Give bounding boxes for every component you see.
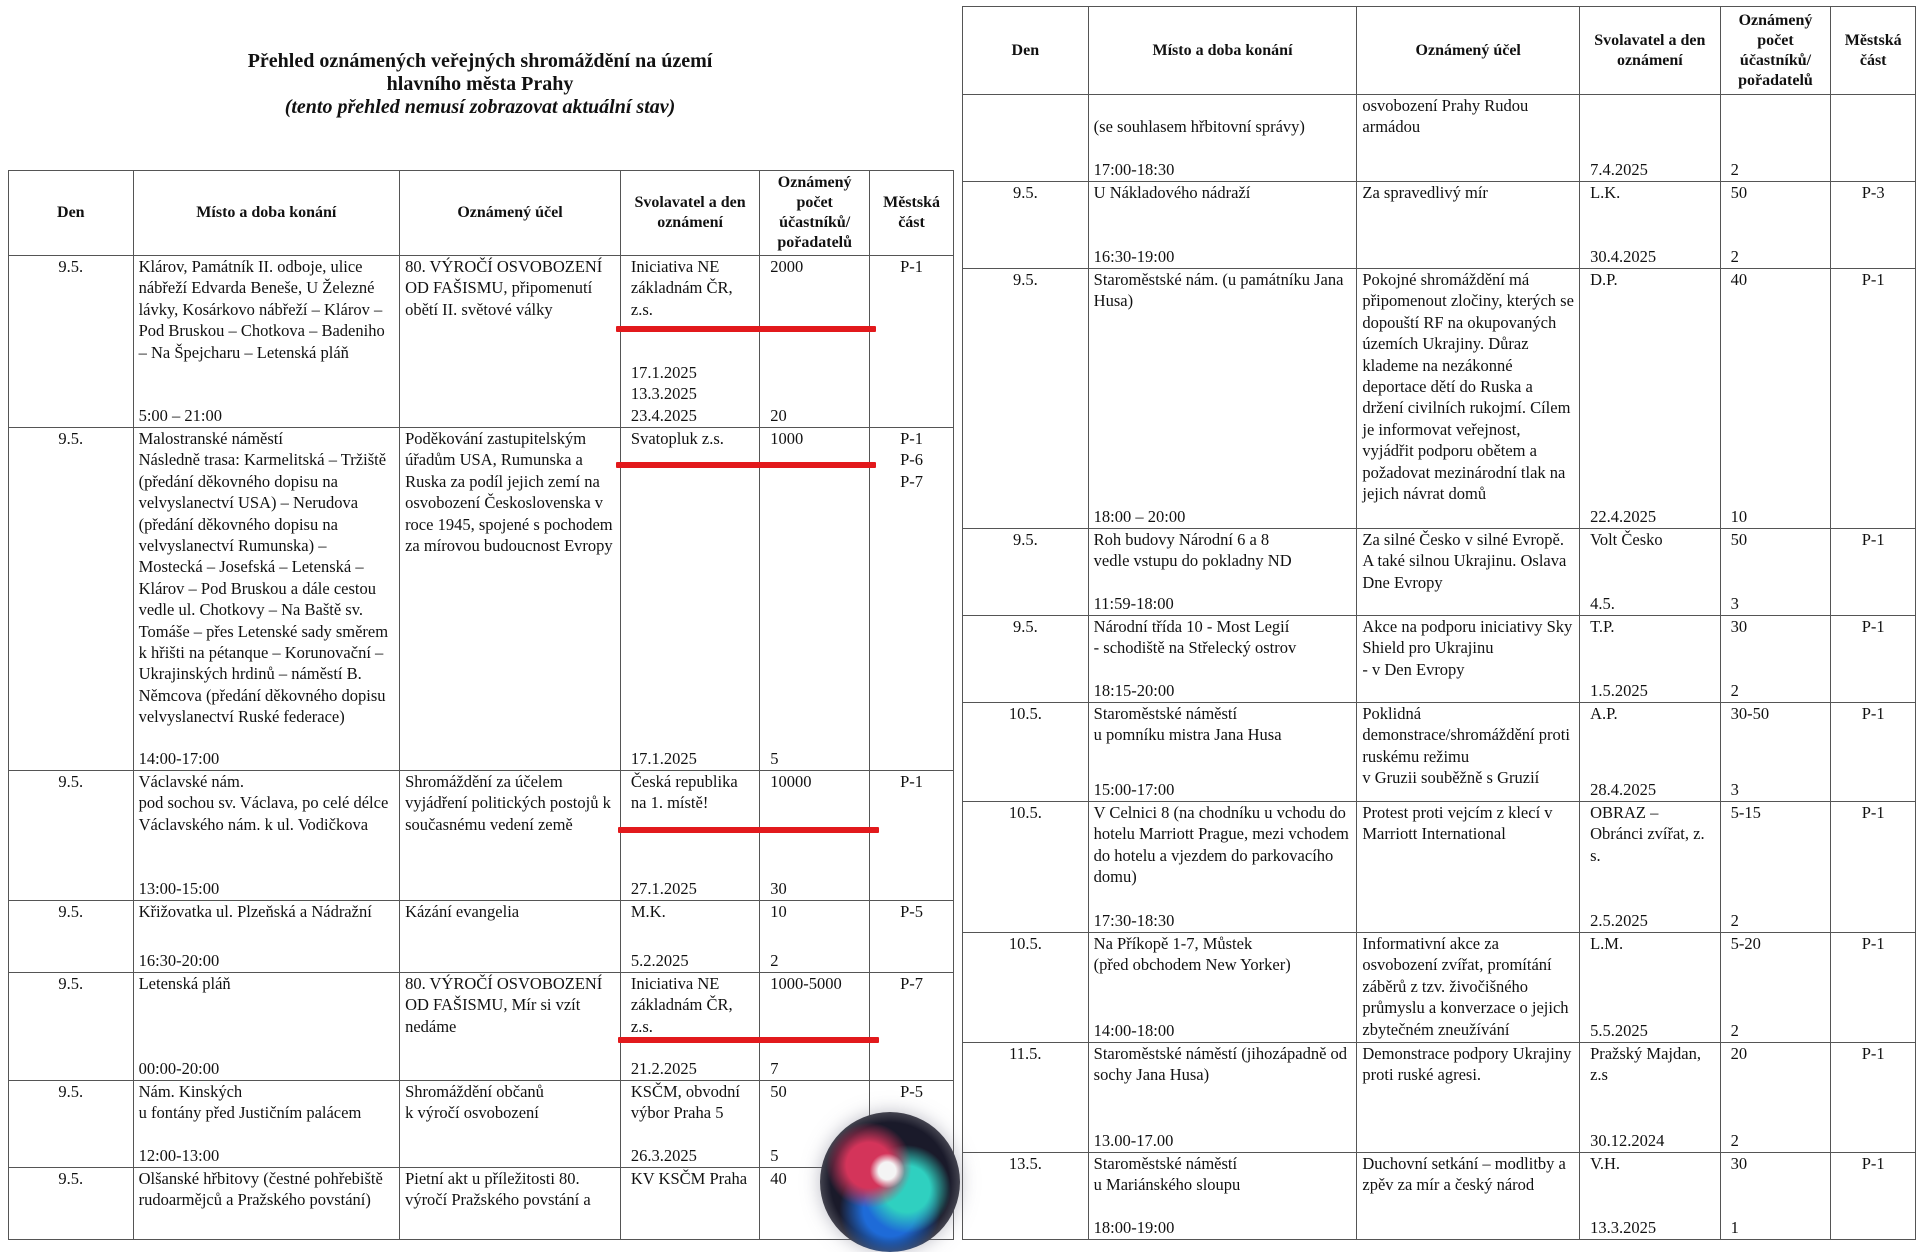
district-cell [870,428,954,771]
purpose-cell [1357,703,1580,802]
day-text: 10.5. [1008,934,1042,953]
purpose-cell [1357,269,1580,529]
day-cell [963,802,1089,933]
participant-count: 10 [770,902,787,921]
assistant-orb-icon[interactable] [820,1112,960,1252]
district-text: P-1 [900,772,923,791]
purpose-text: Za spravedlivý mír [1362,183,1488,202]
purpose-text: Pokojné shromáždění má připomenout zločiny, kterých se dopouští RF na okupovaných územích Ukrajiny. Důraz klademe na nezákonné deportace dětí do Ruska a držení civilních rukojmí. Cílem je informovat veřejnost, vyjádřit podporu obětem a požadovat mezinárodní tlak na jejich návrat domů [1362,270,1574,504]
organizer-text: L.M. [1590,934,1624,953]
purpose-text: osvobození Prahy Rudou armádou [1362,96,1529,137]
place-text: Staroměstské nám. (u památníku Jana Husa) [1093,270,1344,311]
table-row [9,1168,954,1240]
place-text: Staroměstské náměstí u Mariánského sloupu [1093,1154,1241,1195]
time-text: 5:00 – 21:00 [138,405,223,425]
district-text: P-3 [1861,183,1885,202]
place-text: Malostranské náměstí Následně trasa: Karmelitská – Tržiště (předání děkovného dopisu na velvyslanectví USA) – Nerudova (předání děkovného dopisu na velvyslanectví Rumunska) – Mostecká – Josefská – Letenská – Klárov – Pod Bruskou a dále cestou vedle ul. Chotkovy – Na Baště sv. Tomáše – přes Letenské sady směrem k hřišti na pétanque – Korunovační – Ukrajinských hrdinů – náměstí B. Němcova (předání děkovného dopisu velvyslanectví Ruské federace) [138,429,389,727]
purpose-text: Protest proti vejcím z klecí v Marriott International [1362,803,1553,844]
day-text: 9.5. [1012,617,1038,636]
table-row [963,703,1916,802]
table-row [963,269,1916,529]
count-cell [760,428,870,771]
organizer-text: Volt Česko [1590,530,1663,549]
organizer-cell [620,256,759,428]
place-cell [1088,1043,1357,1153]
organizer-text: OBRAZ – Obránci zvířat, z. s. [1590,803,1705,865]
organizer-text: KSČM, obvodní výbor Praha 5 [630,1082,740,1123]
day-text: 9.5. [58,902,84,921]
count-cell [760,256,870,428]
organizer-count: 5 [770,748,779,768]
district-cell [1831,269,1916,529]
district-text: P-5 [900,902,923,921]
time-text: 17:00-18:30 [1093,159,1175,179]
district-cell [1831,182,1916,269]
place-cell [1088,529,1357,616]
district-cell [870,901,954,973]
day-cell [963,182,1089,269]
organizer-cell [1580,616,1721,703]
right-schedule-table [962,6,1916,1240]
count-cell [1720,1153,1831,1240]
announcement-dates: 5.5.2025 [1590,1020,1648,1040]
red-underline-mark [618,827,879,833]
table-row [963,529,1916,616]
purpose-cell [400,771,621,901]
organizer-count: 2 [770,950,779,970]
day-cell [963,703,1089,802]
announcement-dates: 13.3.2025 [1590,1217,1657,1237]
organizer-count: 5 [770,1145,779,1165]
red-underline-mark [618,1037,879,1043]
day-text: 9.5. [58,257,84,276]
count-cell [760,901,870,973]
participant-count: 50 [770,1082,787,1101]
count-cell [760,973,870,1081]
participant-count: 5-20 [1730,934,1761,953]
time-text: 18:15-20:00 [1093,680,1175,700]
purpose-cell [1357,933,1580,1043]
organizer-cell [1580,802,1721,933]
participant-count: 5-15 [1730,803,1761,822]
place-cell [1088,933,1357,1043]
participant-count: 1000-5000 [770,974,842,993]
day-text: 13.5. [1008,1154,1042,1173]
participant-count: 50 [1730,530,1748,549]
purpose-text: 80. VÝROČÍ OSVOBOZENÍ OD FAŠISMU, Mír si vzít nedáme [405,974,603,1036]
day-cell [9,1168,134,1240]
place-text: Staroměstské náměstí (jihozápadně od sochy Jana Husa) [1093,1044,1348,1085]
announcement-dates: 30.4.2025 [1590,246,1657,266]
announcement-dates: 5.2.2025 [630,950,689,970]
table-row [9,901,954,973]
district-cell [870,771,954,901]
col-header-day: Den [963,7,1089,95]
col-header-part: Městská část [870,171,954,256]
district-cell [1831,933,1916,1043]
place-cell [1088,703,1357,802]
purpose-text: Poklidná demonstrace/shromáždění proti ruskému režimu v Gruzii souběžně s Gruzií [1362,704,1570,788]
document-title-line-1: Přehled oznámených veřejných shromáždění na území [247,50,713,72]
purpose-text: Shromáždění za účelem vyjádření politických postojů k současnému vedení země [405,772,611,834]
purpose-text: Shromáždění občanů k výročí osvobození [405,1082,544,1123]
col-header-part: Městská část [1831,7,1916,95]
purpose-cell [400,901,621,973]
place-cell [133,1081,399,1168]
place-cell [133,428,399,771]
day-text: 9.5. [58,429,84,448]
document-title-line-2: hlavního města Prahy [386,73,574,95]
day-text: 9.5. [1012,530,1038,549]
day-text: 9.5. [58,1082,84,1101]
organizer-count: 30 [770,878,787,898]
announcement-dates: 17.1.2025 [630,748,697,768]
table-row [963,933,1916,1043]
district-cell [1831,95,1916,182]
district-text: P-1 [1861,1154,1885,1173]
day-cell [963,1043,1089,1153]
time-text: 00:00-20:00 [138,1058,220,1078]
place-text: U Nákladového nádraží [1093,183,1251,202]
time-text: 16:30-19:00 [1093,246,1175,266]
district-text: P-1 P-6 P-7 [900,429,923,491]
district-text: P-5 [900,1082,923,1101]
organizer-text: A.P. [1590,704,1618,723]
organizer-count: 2 [1730,1020,1739,1040]
place-text: Na Příkopě 1-7, Můstek (před obchodem New Yorker) [1093,934,1291,975]
place-text: Křižovatka ul. Plzeňská a Nádražní [138,902,372,921]
organizer-text: Iniciativa NE základnám ČR, z.s. [630,974,733,1036]
table-row [9,1081,954,1168]
participant-count: 20 [1730,1044,1748,1063]
table-row [9,771,954,901]
table-row [963,616,1916,703]
organizer-cell [1580,269,1721,529]
table-row [963,95,1916,182]
organizer-text: KV KSČM Praha [630,1169,748,1188]
day-text: 9.5. [58,772,84,791]
announcement-dates: 17.1.2025 13.3.2025 23.4.2025 [630,362,697,425]
time-text: 17:30-18:30 [1093,910,1175,930]
place-text: Olšanské hřbitovy (čestné pohřebiště rudoarmějců a Pražského povstání) [138,1169,383,1210]
place-text: V Celnici 8 (na chodníku u vchodu do hotelu Marriott Prague, mezi vchodem do hotelu a vjezdem do parkovacího domu) [1093,803,1349,887]
day-cell [963,616,1089,703]
organizer-cell [620,1081,759,1168]
place-text: Nám. Kinských u fontány před Justičním palácem [138,1082,362,1123]
place-text: Václavské nám. pod sochou sv. Václava, po celé délce Václavského nám. k ul. Vodičkova [138,772,389,834]
organizer-text: V.H. [1590,1154,1621,1173]
organizer-count: 2 [1730,910,1739,930]
purpose-cell [1357,182,1580,269]
purpose-cell [1357,1153,1580,1240]
table-row [963,1043,1916,1153]
place-cell [1088,1153,1357,1240]
count-cell [1720,703,1831,802]
organizer-text: T.P. [1590,617,1615,636]
organizer-cell [1580,1043,1721,1153]
participant-count: 1000 [770,429,804,448]
organizer-count: 7 [770,1058,779,1078]
organizer-text: D.P. [1590,270,1618,289]
purpose-text: Kázání evangelia [405,902,520,921]
left-table-body [9,256,954,1240]
place-text: Staroměstské náměstí u pomníku mistra Jana Husa [1093,704,1282,745]
document-subtitle: (tento přehled nemusí zobrazovat aktuální stav) [284,96,676,118]
organizer-count: 20 [770,405,787,425]
organizer-text: M.K. [630,902,666,921]
purpose-cell [400,973,621,1081]
day-cell [963,933,1089,1043]
announcement-dates: 21.2.2025 [630,1058,697,1078]
day-cell [963,95,1089,182]
organizer-count: 3 [1730,779,1739,799]
place-text: Národní třída 10 - Most Legií - schodiště na Střelecký ostrov [1093,617,1297,658]
district-cell [1831,1043,1916,1153]
place-cell [1088,95,1357,182]
purpose-text: 80. VÝROČÍ OSVOBOZENÍ OD FAŠISMU, připomenutí obětí II. světové války [405,257,603,319]
place-cell [1088,182,1357,269]
announcement-dates: 30.12.2024 [1590,1130,1665,1150]
table-row [9,973,954,1081]
place-cell [1088,802,1357,933]
purpose-cell [400,1081,621,1168]
place-text: Roh budovy Národní 6 a 8 vedle vstupu do pokladny ND [1093,530,1292,571]
district-text: P-1 [1861,803,1885,822]
purpose-cell [1357,529,1580,616]
organizer-count: 2 [1730,159,1739,179]
organizer-count: 1 [1730,1217,1739,1237]
day-text: 9.5. [1012,270,1038,289]
place-cell [1088,269,1357,529]
document-header [10,50,950,119]
purpose-cell [1357,95,1580,182]
organizer-cell [1580,933,1721,1043]
organizer-cell [620,973,759,1081]
purpose-cell [1357,616,1580,703]
time-text: 14:00-17:00 [138,748,220,768]
table-row [9,256,954,428]
announcement-dates: 7.4.2025 [1590,159,1648,179]
organizer-cell [620,771,759,901]
count-cell [1720,182,1831,269]
col-header-organizer: Svolavatel a den oznámení [620,171,759,256]
purpose-text: Akce na podporu iniciativy Sky Shield pro Ukrajinu - v Den Evropy [1362,617,1573,679]
organizer-text: L.K. [1590,183,1621,202]
place-cell [1088,616,1357,703]
organizer-text: Pražský Majdan, z.s [1590,1044,1701,1085]
time-text: 13:00-15:00 [138,878,220,898]
day-cell [963,269,1089,529]
place-cell [133,973,399,1081]
time-text: 11:59-18:00 [1093,593,1174,613]
time-text: 15:00-17:00 [1093,779,1175,799]
district-cell [1831,616,1916,703]
day-cell [9,428,134,771]
count-cell [1720,802,1831,933]
purpose-text: Poděkování zastupitelským úřadům USA, Rumunska a Ruska za podíl jejich zemí na osvobození Československa v roce 1945, spojené s pochodem za mírovou budoucnost Evropy [405,429,613,556]
district-cell [1831,1153,1916,1240]
district-text: P-1 [1861,270,1885,289]
time-text: 13.00-17.00 [1093,1130,1174,1150]
day-text: 9.5. [58,974,84,993]
day-cell [9,973,134,1081]
organizer-count: 2 [1730,680,1739,700]
right-table-body [963,95,1916,1240]
count-cell [760,771,870,901]
participant-count: 40 [1730,270,1748,289]
district-text: P-1 [1861,934,1885,953]
announcement-dates: 2.5.2025 [1590,910,1648,930]
organizer-cell [1580,529,1721,616]
place-cell [133,256,399,428]
col-header-count: Oznámený počet účastníků/ pořadatelů [1720,7,1831,95]
red-underline-mark [616,326,876,332]
col-header-organizer: Svolavatel a den oznámení [1580,7,1721,95]
organizer-cell [620,1168,759,1240]
purpose-text: Duchovní setkání – modlitby a zpěv za mír a český národ [1362,1154,1566,1195]
col-header-count: Oznámený počet účastníků/ pořadatelů [760,171,870,256]
purpose-cell [1357,1043,1580,1153]
purpose-cell [400,428,621,771]
day-text: 9.5. [58,1169,84,1188]
district-text: P-1 [1861,1044,1885,1063]
place-cell [133,771,399,901]
organizer-count: 3 [1730,593,1739,613]
participant-count: 50 [1730,183,1748,202]
organizer-cell [1580,703,1721,802]
organizer-text: Iniciativa NE základnám ČR, z.s. [630,257,733,319]
place-cell [133,901,399,973]
district-text: P-7 [900,974,923,993]
announcement-dates: 22.4.2025 [1590,506,1657,526]
time-text: 14:00-18:00 [1093,1020,1175,1040]
time-text: 16:30-20:00 [138,950,220,970]
participant-count: 2000 [770,257,804,276]
table-header-row [963,7,1916,95]
participant-count: 30 [1730,617,1748,636]
district-text: P-1 [900,257,923,276]
day-text: 11.5. [1009,1044,1042,1063]
day-cell [9,256,134,428]
participant-count: 10000 [770,772,812,791]
organizer-cell [1580,182,1721,269]
participant-count: 30-50 [1730,704,1770,723]
organizer-count: 2 [1730,246,1739,266]
organizer-text: Svatopluk z.s. [630,429,724,448]
table-row [963,802,1916,933]
day-cell [9,1081,134,1168]
count-cell [1720,1043,1831,1153]
organizer-text: Česká republika na 1. místě! [630,772,738,813]
red-underline-mark [616,462,876,468]
purpose-text: Demonstrace podpory Ukrajiny proti ruské agresi. [1362,1044,1572,1085]
announcement-dates: 26.3.2025 [630,1145,697,1165]
time-text: 18:00-19:00 [1093,1217,1175,1237]
purpose-cell [1357,802,1580,933]
time-text: 12:00-13:00 [138,1145,220,1165]
purpose-cell [400,1168,621,1240]
table-header-row [9,171,954,256]
count-cell [1720,933,1831,1043]
district-cell [870,973,954,1081]
purpose-text: Pietní akt u příležitosti 80. výročí Pražského povstání a [405,1169,591,1210]
participant-count: 40 [770,1169,787,1188]
table-row [963,182,1916,269]
district-cell [870,256,954,428]
purpose-text: Za silné Česko v silné Evropě. A také silnou Ukrajinu. Oslava Dne Evropy [1362,530,1567,592]
purpose-cell [400,256,621,428]
organizer-cell [1580,1153,1721,1240]
col-header-place: Místo a doba konání [1088,7,1357,95]
announcement-dates: 4.5. [1590,593,1615,613]
time-text: 18:00 – 20:00 [1093,506,1186,526]
day-text: 9.5. [1012,183,1038,202]
table-row [963,1153,1916,1240]
count-cell [1720,269,1831,529]
organizer-count: 10 [1730,506,1748,526]
place-cell [133,1168,399,1240]
district-text: P-1 [1861,704,1885,723]
place-text: (se souhlasem hřbitovní správy) [1093,117,1305,137]
col-header-purpose: Oznámený účel [400,171,621,256]
district-cell [1831,529,1916,616]
day-cell [963,1153,1089,1240]
announcement-dates: 1.5.2025 [1590,680,1648,700]
col-header-day: Den [9,171,134,256]
place-text: Letenská pláň [138,974,231,993]
district-cell [1831,802,1916,933]
organizer-cell [620,428,759,771]
day-cell [963,529,1089,616]
col-header-place: Místo a doba konání [133,171,399,256]
announcement-dates: 27.1.2025 [630,878,697,898]
district-cell [1831,703,1916,802]
district-text: P-1 [1861,617,1885,636]
organizer-count: 2 [1730,1130,1739,1150]
day-cell [9,771,134,901]
organizer-cell [620,901,759,973]
purpose-text: Informativní akce za osvobození zvířat, promítání záběrů z tzv. živočišného průmyslu a konverzace o jejich zbytečném zneužívání [1362,934,1569,1039]
participant-count: 30 [1730,1154,1748,1173]
place-text: Klárov, Památník II. odboje, ulice nábřeží Edvarda Beneše, U Železné lávky, Kosárkovo nábřeží – Klárov – Pod Bruskou – Chotkova – Badeniho – Na Špejcharu – Letenská pláň [138,257,385,362]
count-cell [1720,95,1831,182]
day-text: 10.5. [1008,803,1042,822]
announcement-dates: 28.4.2025 [1590,779,1657,799]
district-text: P-1 [1861,530,1885,549]
day-cell [9,901,134,973]
count-cell [1720,616,1831,703]
day-text: 10.5. [1008,704,1042,723]
organizer-cell [1580,95,1721,182]
count-cell [1720,529,1831,616]
table-row [9,428,954,771]
col-header-purpose: Oznámený účel [1357,7,1580,95]
